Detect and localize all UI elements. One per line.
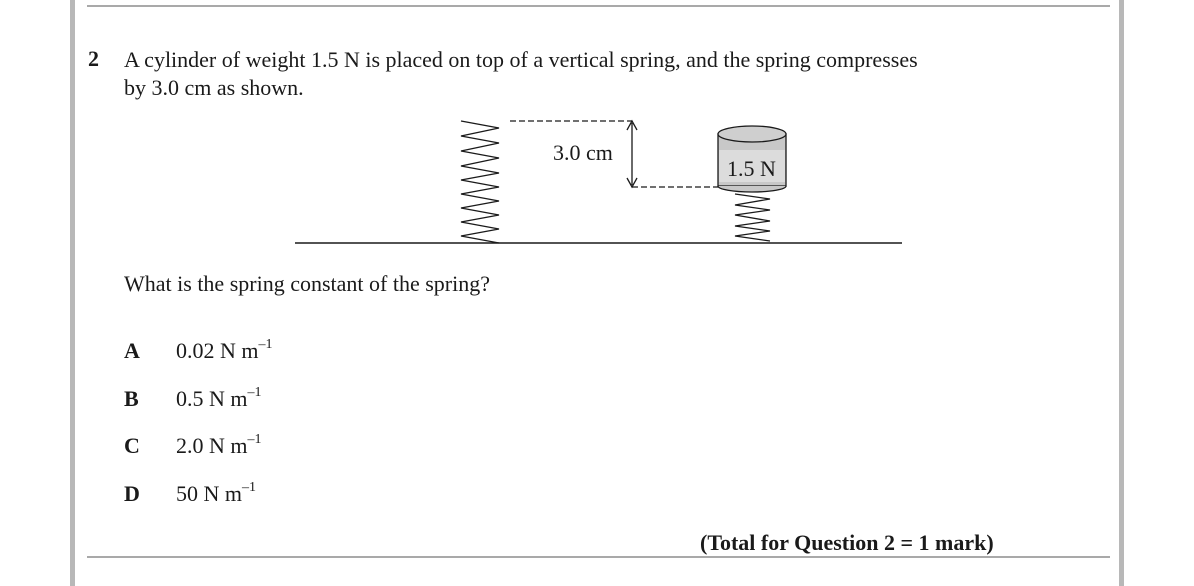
uncompressed-spring: [461, 121, 499, 243]
question-prompt: What is the spring constant of the spring?: [124, 271, 490, 296]
option-value: 2.0 N $m^{-1}$: [176, 431, 262, 458]
question-text: A cylinder of weight 1.5 N is placed on top of a vertical spring, and the spring compresses by 3.0 cm as shown.: [124, 47, 918, 100]
option-letter: C: [124, 433, 140, 458]
bottom-divider: [87, 556, 1110, 558]
question-number: 2: [88, 46, 99, 71]
option-letter: D: [124, 481, 140, 506]
option-letter: B: [124, 386, 139, 411]
compression-label: 3.0 cm: [553, 140, 613, 165]
compression-arrow: [627, 121, 637, 187]
compressed-spring: [735, 194, 770, 241]
option-letter: A: [124, 338, 140, 363]
option-value: 0.5 N $m^{-1}$: [176, 384, 262, 411]
option-value: 50 N $m^{-1}$: [176, 479, 256, 506]
total-marks: (Total for Question 2 = 1 mark): [700, 530, 994, 555]
option-value: 0.02 N $m^{-1}$: [176, 336, 273, 363]
weight-label: 1.5 N: [727, 156, 776, 181]
